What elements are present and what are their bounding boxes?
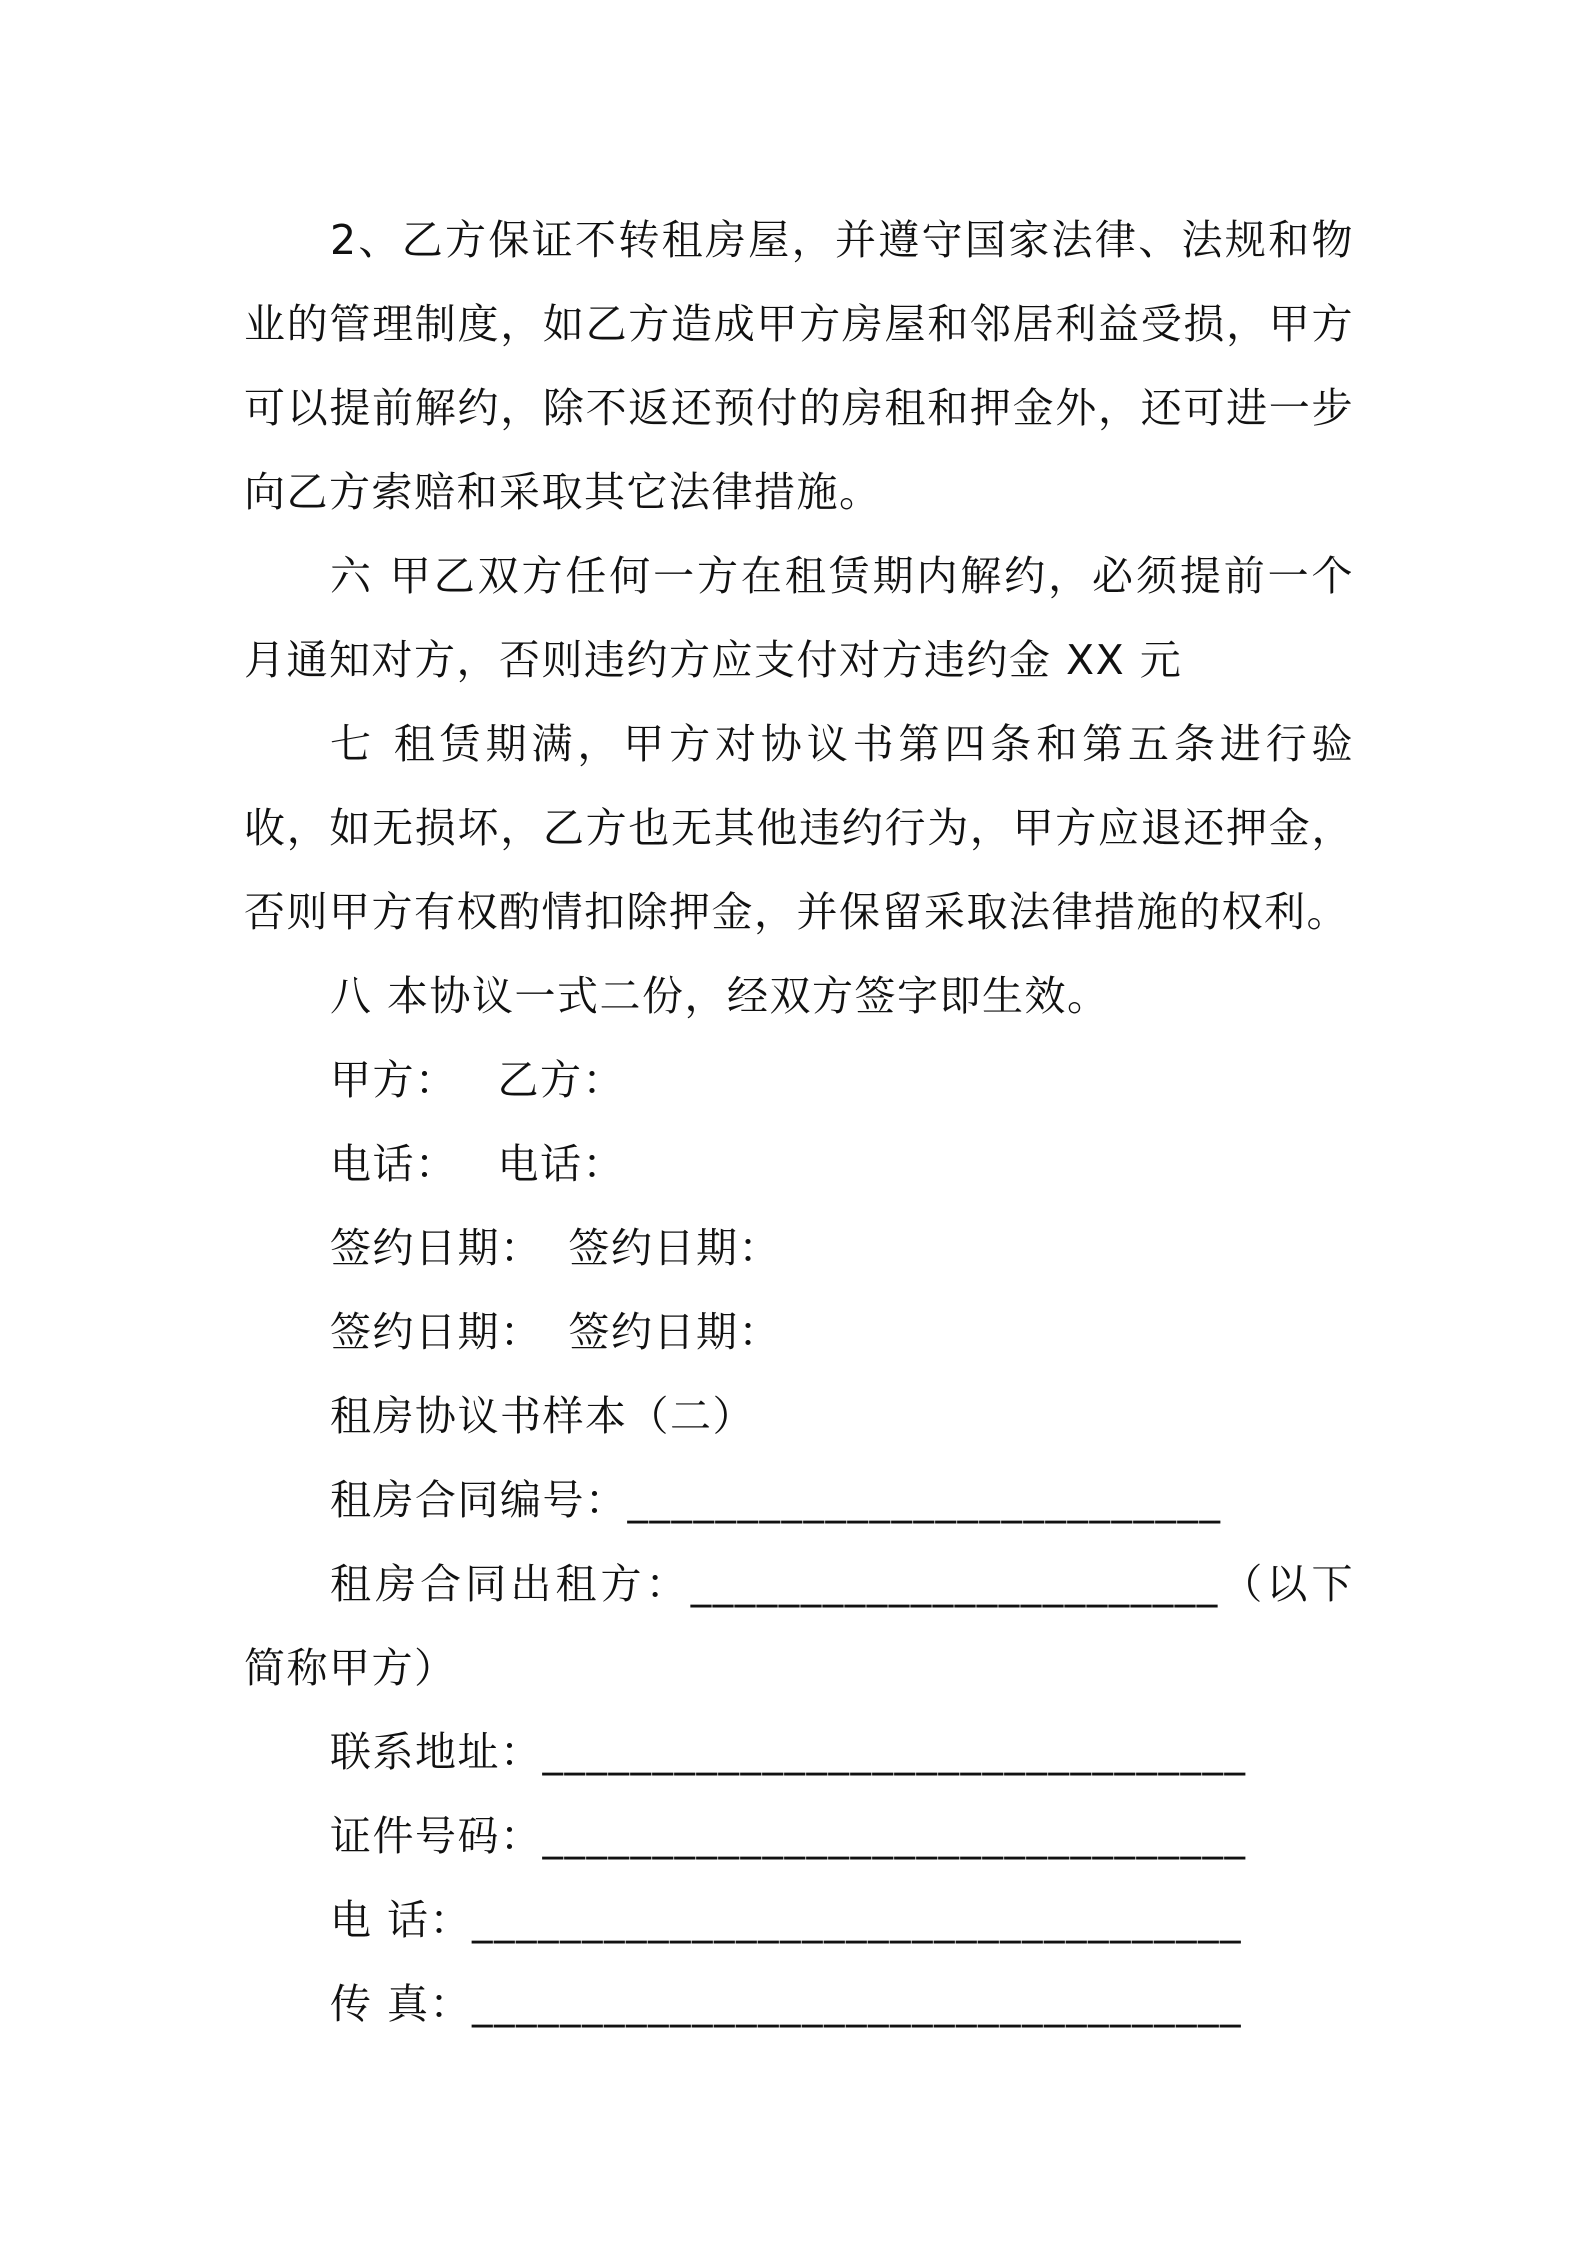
party-b-signing-date-label: 签约日期： <box>568 1224 781 1272</box>
clause-7-paragraph: 七 租赁期满，甲方对协议书第四条和第五条进行验收，如无损坏，乙方也无其他违约行为，甲方应退还押金，否则甲方有权酌情扣除押金，并保留采取法律措施的权利。 <box>244 720 1354 936</box>
signature-line-date-2 <box>244 1290 1354 1374</box>
clause-6-paragraph: 六 甲乙双方任何一方在租赁期内解约，必须提前一个月通知对方，否则违约方应支付对方违约金 XX 元 <box>244 552 1354 684</box>
party-b-label: 乙方： <box>497 1056 625 1104</box>
document-content <box>244 198 1354 2046</box>
signature-line-party <box>244 1038 1354 1122</box>
clause-8-paragraph: 八 本协议一式二份，经双方签字即生效。 <box>330 972 1110 1020</box>
party-b-signing-date-label-2: 签约日期： <box>568 1308 781 1356</box>
party-a-phone-label: 电话： <box>330 1140 458 1188</box>
party-b-phone-label: 电话： <box>497 1140 625 1188</box>
address-field: 联系地址：________________________________ <box>330 1728 1247 1776</box>
clause-2-paragraph: 2、乙方保证不转租房屋，并遵守国家法律、法规和物业的管理制度，如乙方造成甲方房屋和邻居利益受损，甲方可以提前解约，除不返还预付的房租和押金外，还可进一步向乙方索赔和采取其它法律措施。 <box>244 216 1354 516</box>
signature-line-phone <box>244 1122 1354 1206</box>
signature-line-date-1 <box>244 1206 1354 1290</box>
fax-field: 传 真：___________________________________ <box>330 1980 1243 2028</box>
phone-field: 电 话：___________________________________ <box>330 1896 1243 1944</box>
party-a-label: 甲方： <box>330 1056 458 1104</box>
party-a-signing-date-label: 签约日期： <box>330 1224 543 1272</box>
party-a-signing-date-label-2: 签约日期： <box>330 1308 543 1356</box>
lessor-field: 租房合同出租方：________________________（以下简称甲方） <box>244 1560 1354 1692</box>
contract-number-field: 租房合同编号：___________________________ <box>330 1476 1222 1524</box>
sample-title: 租房协议书样本（二） <box>330 1392 755 1440</box>
id-number-field: 证件号码：________________________________ <box>330 1812 1247 1860</box>
